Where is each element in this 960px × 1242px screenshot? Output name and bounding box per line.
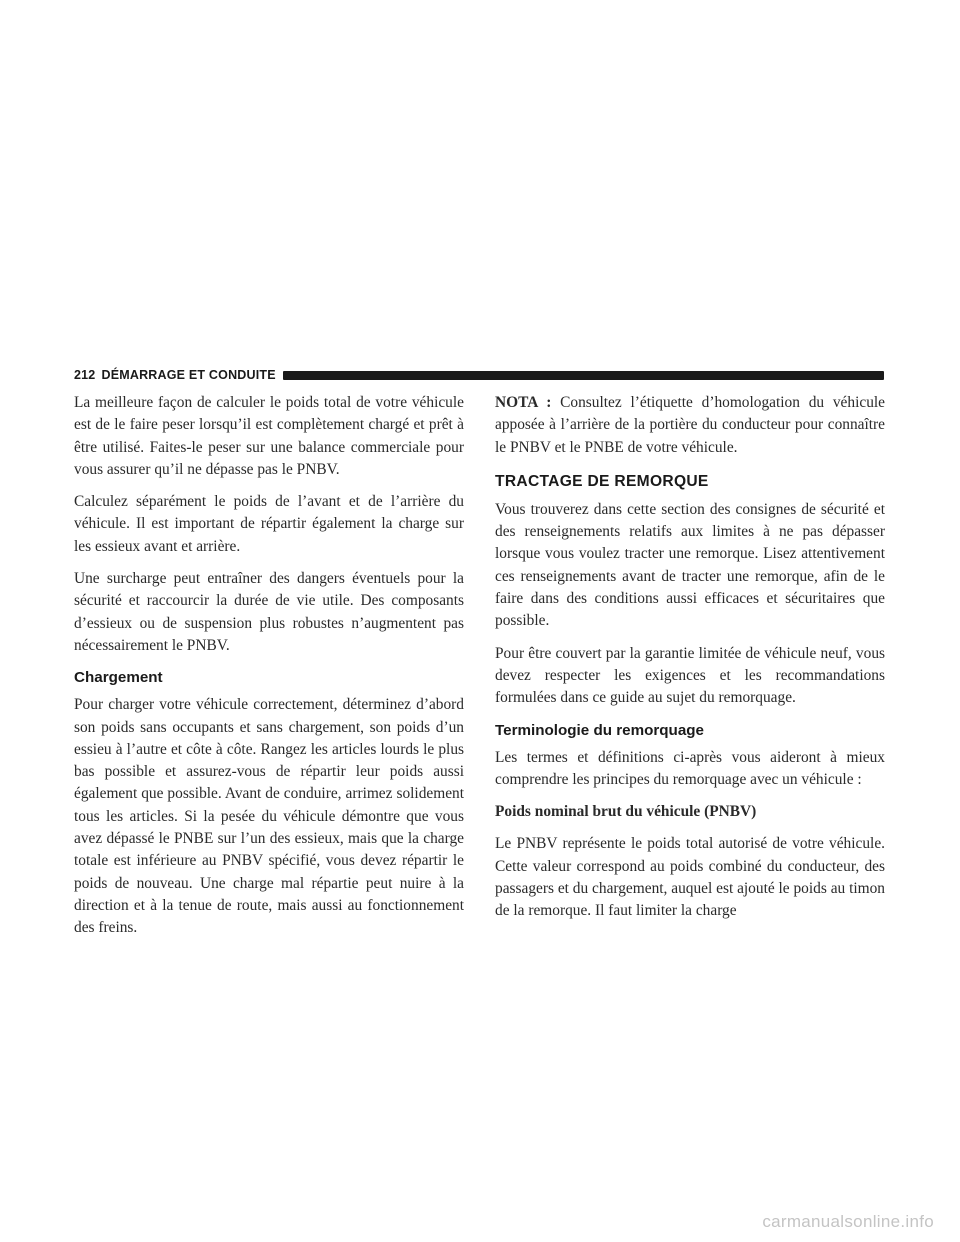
note-text: Consultez l’étiquette d’homologation du véhicule apposée à l’arrière de la portière du conducteur pour connaître le PNBV et le PNBE de votre véhicule.	[495, 394, 885, 456]
paragraph: Vous trouverez dans cette section des consignes de sécurité et des renseignements relatifs aux limites à ne pas dépasser lorsque vous voulez tracter une remorque. Lisez attentivement ces renseignements avant de tracter une remorque, afin de le faire dans des conditions aussi efficaces et sécuritaires que possible.	[495, 500, 885, 630]
paragraph: Pour charger votre véhicule correctement, déterminez d’abord son poids sans occupants et sans chargement, son poids d’un essieu à l’autre et côte à côte. Rangez les articles lourds le plus bas possible et assurez-vous de répartir leur poids aussi également que possible. Avant de conduire, arrimez solidement tous les articles. Si la pesée du véhicule démontre que vous avez dépassé le PNBE sur l’un des essieux, mais que la charge totale est inférieure au PNBV spécifié, vous devez répartir le poids de nouveau. Une charge mal répartie peut nuire à la direction et à la tenue de route, mais aussi au fonctionnement des freins.	[74, 696, 464, 937]
paragraph: La meilleure façon de calculer le poids total de votre véhicule est de le faire peser lorsqu’il est complètement chargé et prêt à être utilisé. Faites-le peser sur une balance commerciale pour vous assurer qu’il ne dépasse pas le PNBV.	[74, 394, 464, 478]
heading-terminologie: Terminologie du remorquage	[495, 721, 704, 739]
note-paragraph	[495, 392, 885, 459]
header-rule	[283, 371, 884, 380]
section-title: DÉMARRAGE ET CONDUITE	[101, 368, 276, 382]
page-number: 212	[74, 368, 96, 382]
subheading-pnbv: Poids nominal brut du véhicule (PNBV)	[495, 803, 757, 821]
heading-tractage: TRACTAGE DE REMORQUE	[495, 472, 709, 490]
right-column	[495, 392, 885, 933]
watermark: carmanualsonline.info	[762, 1212, 934, 1231]
paragraph: Les termes et définitions ci-après vous aideront à mieux comprendre les principes du remorquage avec un véhicule :	[495, 748, 885, 788]
heading-chargement: Chargement	[74, 669, 163, 687]
paragraph: Calculez séparément le poids de l’avant et de l’arrière du véhicule. Il est important de répartir également la charge sur les essieux avant et arrière.	[74, 493, 464, 555]
paragraph: Pour être couvert par la garantie limitée de véhicule neuf, vous devez respecter les exigences et les recommandations formulées dans ce guide au sujet du remorquage.	[495, 644, 885, 707]
page-header	[74, 365, 884, 385]
paragraph: Une surcharge peut entraîner des dangers éventuels pour la sécurité et raccourcir la durée de vie utile. Des composants d’essieux ou de suspension plus robustes n’augmentent pas nécessairement le PNBV.	[74, 570, 464, 654]
note-label: NOTA :	[495, 394, 552, 411]
left-column	[74, 392, 464, 950]
paragraph: Le PNBV représente le poids total autorisé de votre véhicule. Cette valeur correspond au poids combiné du conducteur, des passagers et du chargement, auquel est ajouté le poids au timon de la remorque. Il faut limiter la charge	[495, 835, 885, 920]
